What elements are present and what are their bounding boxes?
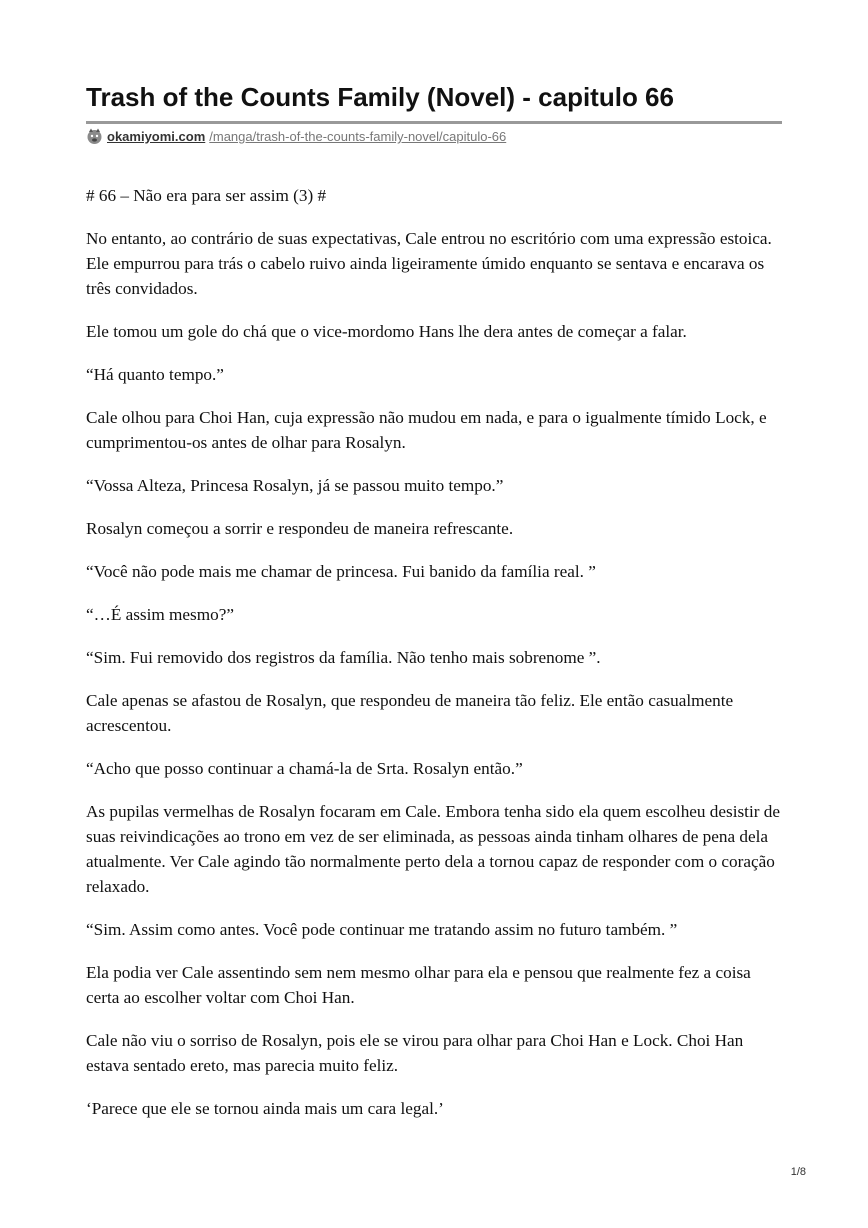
paragraph: Cale olhou para Choi Han, cuja expressão não mudou em nada, e para o igualmente tímido Lock, e cumprimentou-os antes de olhar para Rosalyn. <box>86 408 767 452</box>
article-body <box>86 183 782 1139</box>
source-path[interactable]: /manga/trash-of-the-counts-family-novel/capitulo-66 <box>209 129 507 144</box>
source-domain[interactable]: okamiyomi.com <box>107 129 206 144</box>
chapter-heading: # 66 – Não era para ser assim (3) # <box>86 186 327 205</box>
source-url[interactable] <box>86 128 506 145</box>
paragraph: As pupilas vermelhas de Rosalyn focaram em Cale. Embora tenha sido ela quem escolheu desistir de suas reivindicações ao trono em vez de ser eliminada, as pessoas ainda tinham olhares de pena dela atualmente. Ver Cale agindo tão normalmente perto dela a tornou capaz de responder com o coração relaxado. <box>86 802 780 896</box>
paragraph: “Sim. Assim como antes. Você pode continuar me tratando assim no futuro também. ” <box>86 920 678 939</box>
paragraph: “Há quanto tempo.” <box>86 365 224 384</box>
paragraph: ‘Parece que ele se tornou ainda mais um cara legal.’ <box>86 1099 444 1118</box>
paragraph: Rosalyn começou a sorrir e respondeu de maneira refrescante. <box>86 519 514 538</box>
paragraph: Cale não viu o sorriso de Rosalyn, pois ele se virou para olhar para Choi Han e Lock. Choi Han estava sentado ereto, mas parecia muito feliz. <box>86 1031 744 1075</box>
paragraph: No entanto, ao contrário de suas expectativas, Cale entrou no escritório com uma expressão estoica. Ele empurrou para trás o cabelo ruivo ainda ligeiramente úmido enquanto se sentava e encarava os três convidados. <box>86 229 772 298</box>
page-title: Trash of the Counts Family (Novel) - capitulo 66 <box>86 82 674 112</box>
paragraph: “Acho que posso continuar a chamá-la de Srta. Rosalyn então.” <box>86 759 523 778</box>
paragraph: Ela podia ver Cale assentindo sem nem mesmo olhar para ela e pensou que realmente fez a coisa certa ao escolher voltar com Choi Han. <box>86 963 751 1007</box>
paragraph: “Sim. Fui removido dos registros da família. Não tenho mais sobrenome ”. <box>86 648 601 667</box>
wolf-logo-icon <box>86 128 103 145</box>
paragraph: “Você não pode mais me chamar de princesa. Fui banido da família real. ” <box>86 562 596 581</box>
paragraph: Cale apenas se afastou de Rosalyn, que respondeu de maneira tão feliz. Ele então casualmente acrescentou. <box>86 691 734 735</box>
page-number: 1/8 <box>790 1166 806 1178</box>
paragraph: Ele tomou um gole do chá que o vice-mordomo Hans lhe dera antes de começar a falar. <box>86 322 687 341</box>
paragraph: “…É assim mesmo?” <box>86 605 234 624</box>
title-divider <box>86 121 782 124</box>
paragraph: “Vossa Alteza, Princesa Rosalyn, já se passou muito tempo.” <box>86 476 504 495</box>
